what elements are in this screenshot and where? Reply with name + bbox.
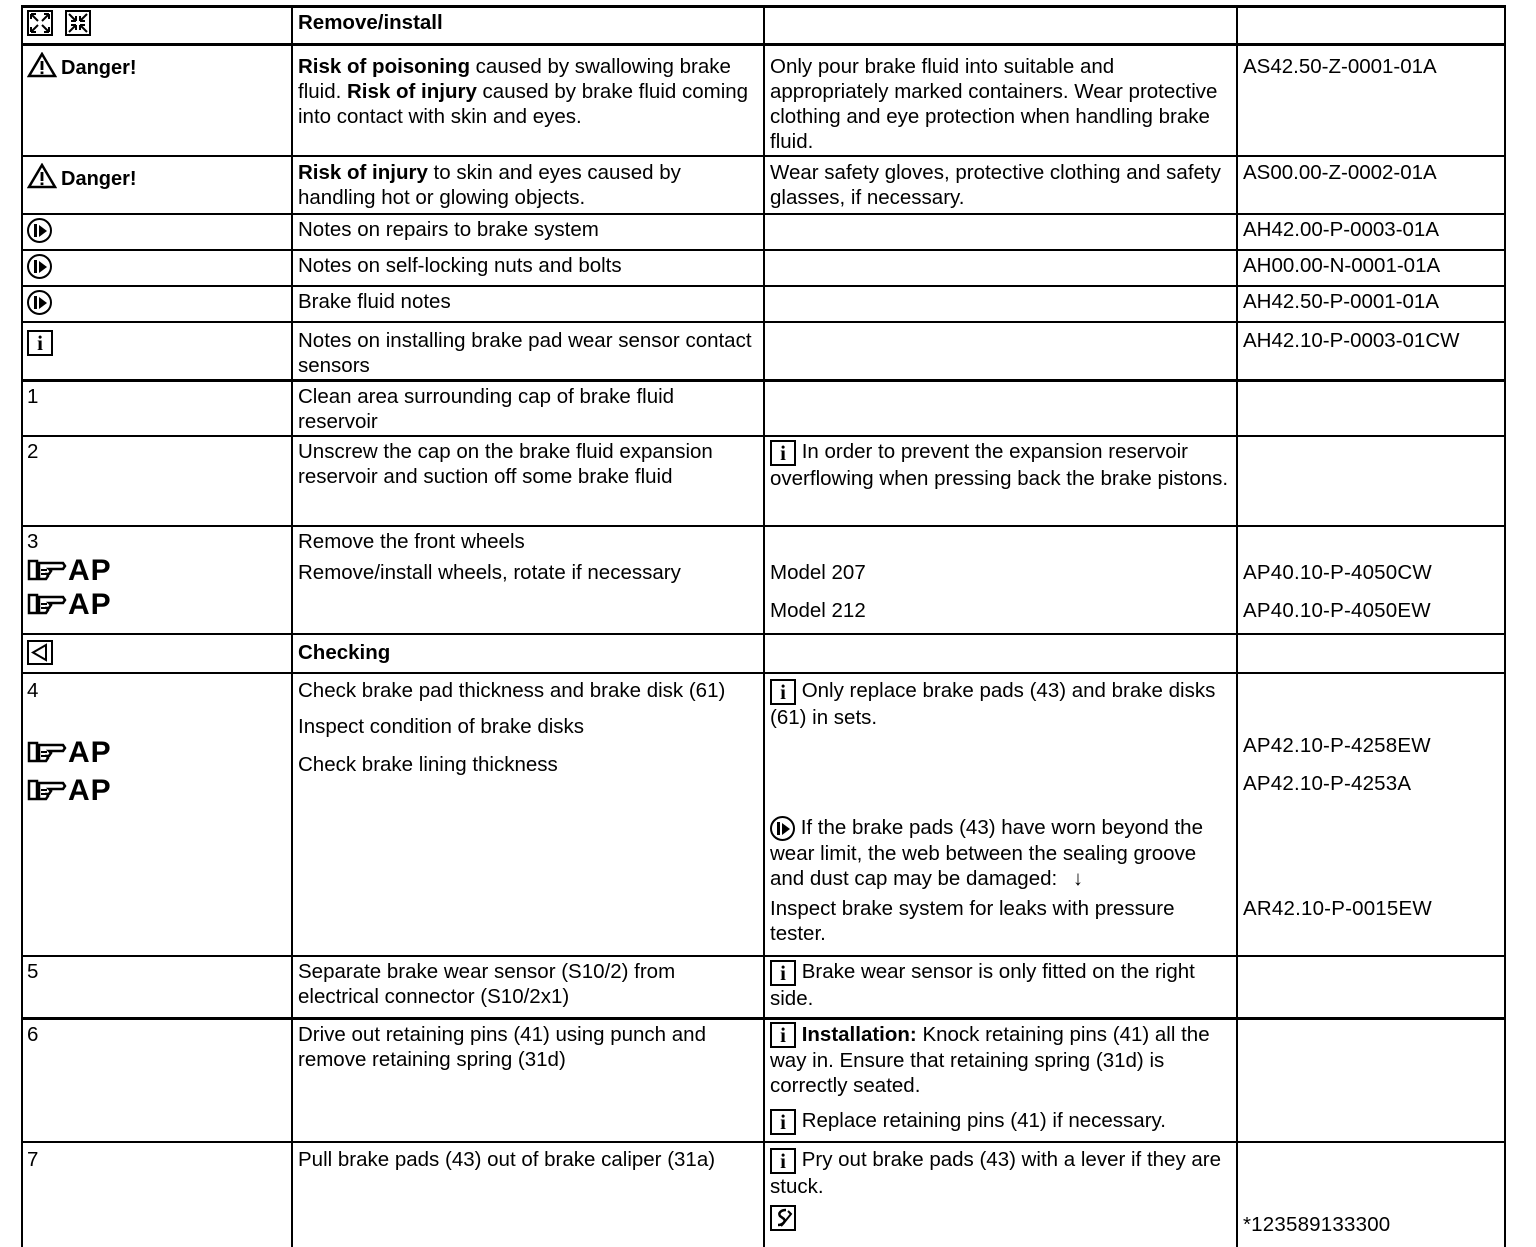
note-row: Notes on repairs to brake system AH42.00-P-0003-01A — [22, 214, 1505, 250]
remove-icon — [27, 10, 53, 42]
document-reference: AP42.10-P-4258EW — [1243, 734, 1431, 757]
step-row: 7 Pull brake pads (43) out of brake caliper (31a) i Pry out brake pads (43) with a lever if they are stuck. *123589133300 — [22, 1142, 1505, 1247]
note-icon — [770, 816, 795, 841]
ap-reference-marker: AP — [27, 554, 286, 588]
note-row: Brake fluid notes AH42.50-P-0001-01A — [22, 286, 1505, 322]
document-reference: AP40.10-P-4050CW — [1243, 561, 1432, 584]
step-number: 1 — [22, 381, 292, 437]
section-row — [22, 634, 1505, 673]
pointing-hand-icon — [27, 739, 67, 767]
danger-label: Danger! — [61, 167, 137, 190]
document-reference: AH42.50-P-0001-01A — [1237, 286, 1505, 322]
warning-triangle-icon — [27, 52, 57, 84]
step-number: 2 — [22, 436, 292, 526]
info-icon: i — [27, 330, 53, 356]
step-row: 1 Clean area surrounding cap of brake fluid reservoir — [22, 381, 1505, 437]
step-row: 6 Drive out retaining pins (41) using punch and remove retaining spring (31d) i Installation: Knock retaining pins (41) all the way in. Ensure that retaining spring (31d) is correctly seated. i Replace retaining pins (41) if necessary. — [22, 1018, 1505, 1142]
info-icon: i — [770, 960, 796, 986]
note-row: i Notes on installing brake pad wear sensor contact sensors AH42.10-P-0003-01CW — [22, 322, 1505, 381]
special-tool-icon — [770, 1205, 796, 1237]
note-icon — [27, 218, 52, 243]
info-icon: i — [770, 679, 796, 705]
step-row: 3 AP AP Remove the front wheels Remove/install wheels, rotate if necessary Model 207 Model 212 AP40.10-P-4050CW AP40.10-P-4050EW — [22, 526, 1505, 634]
danger-risk: Risk of poisoning caused by swallowing brake fluid. Risk of injury caused by brake fluid coming into contact with skin and eyes. — [292, 45, 764, 157]
danger-risk: Risk of injury to skin and eyes caused by handling hot or glowing objects. — [292, 156, 764, 214]
document-reference: AP40.10-P-4050EW — [1243, 599, 1431, 622]
document-reference: AS42.50-Z-0001-01A — [1237, 45, 1505, 157]
step-number: 7 — [22, 1142, 292, 1247]
ap-reference-marker: AP — [27, 588, 286, 622]
danger-row — [22, 156, 1505, 214]
danger-measure: Only pour brake fluid into suitable and appropriately marked containers. Wear protective clothing and eye protection when handling brake fluid. — [764, 45, 1237, 157]
section-title: Checking — [292, 634, 764, 673]
note-icon — [27, 254, 52, 279]
step-row: 2 Unscrew the cap on the brake fluid expansion reservoir and suction off some brake fluid i In order to prevent the expansion reservoir overflowing when pressing back the brake pistons. — [22, 436, 1505, 526]
checking-icon — [27, 640, 53, 671]
arrow-down-icon: ↓ — [1072, 866, 1084, 890]
danger-label: Danger! — [61, 56, 137, 79]
danger-measure: Wear safety gloves, protective clothing and safety glasses, if necessary. — [764, 156, 1237, 214]
info-icon: i — [770, 440, 796, 466]
header-row — [22, 7, 1505, 45]
note-icon — [27, 290, 52, 315]
ap-reference-marker: AP — [27, 774, 286, 808]
install-icon — [65, 10, 91, 42]
header-title: Remove/install — [292, 7, 764, 45]
note-row: Notes on self-locking nuts and bolts AH00.00-N-0001-01A — [22, 250, 1505, 286]
step-number: 3 — [27, 530, 39, 553]
pointing-hand-icon — [27, 777, 67, 805]
info-icon: i — [770, 1022, 796, 1048]
step-number: 5 — [22, 956, 292, 1018]
info-icon: i — [770, 1109, 796, 1135]
danger-row — [22, 45, 1505, 157]
procedure-table — [21, 5, 1506, 1247]
pointing-hand-icon — [27, 557, 67, 585]
document-reference: AS00.00-Z-0002-01A — [1237, 156, 1505, 214]
warning-triangle-icon — [27, 163, 57, 195]
document-reference: AH00.00-N-0001-01A — [1237, 250, 1505, 286]
document-reference: AH42.00-P-0003-01A — [1237, 214, 1505, 250]
pointing-hand-icon — [27, 591, 67, 619]
tool-reference: *123589133300 — [1243, 1213, 1391, 1236]
step-number: 4 — [27, 679, 39, 702]
repair-document — [21, 5, 1504, 1247]
step-row: 4 AP AP Check brake pad thickness and brake disk (61) Inspect condition of brake disks Check brake lining thickness i Only replace brake pads (43) and brake disks (61) in sets. If the brake pads (43) have worn beyond the wear limit, the web between the sealing groove and dust cap may be damaged: ↓ Inspect brake system for leaks with pressure tester. AP42.10-P-4258EW AP42.10-P-4253A AR42.10-P-0015EW — [22, 673, 1505, 956]
ap-reference-marker: AP — [27, 736, 286, 770]
step-number: 6 — [22, 1018, 292, 1142]
header-icons — [22, 7, 292, 45]
step-row: 5 Separate brake wear sensor (S10/2) from electrical connector (S10/2x1) i Brake wear sensor is only fitted on the right side. — [22, 956, 1505, 1018]
info-icon: i — [770, 1148, 796, 1174]
document-reference: AP42.10-P-4253A — [1243, 772, 1412, 795]
document-reference: AR42.10-P-0015EW — [1243, 897, 1432, 920]
document-reference: AH42.10-P-0003-01CW — [1237, 322, 1505, 381]
